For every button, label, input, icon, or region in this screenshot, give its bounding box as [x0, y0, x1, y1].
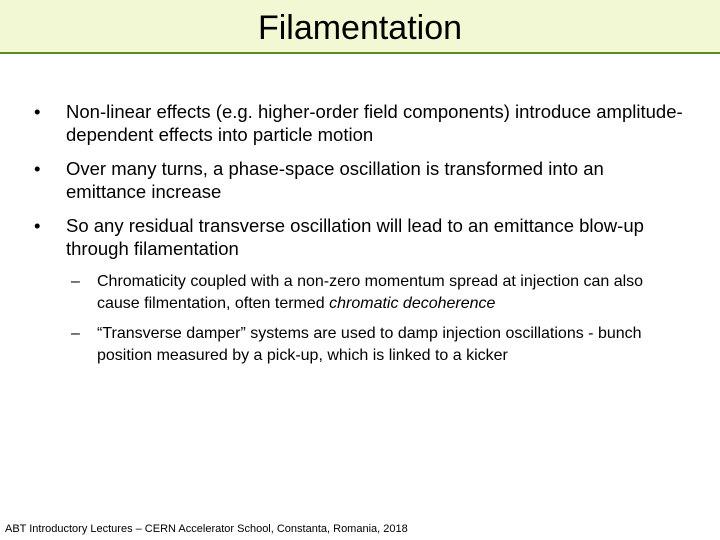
slide-footer: ABT Introductory Lectures – CERN Accelerator School, Constanta, Romania, 2018	[5, 523, 408, 535]
bullet-marker: •	[34, 215, 41, 236]
bullet-marker: •	[34, 101, 41, 122]
bullet-marker: •	[34, 158, 41, 179]
sub-bullet-text: Chromaticity coupled with a non-zero momentum spread at injection can also cause filmentation, often termed	[97, 273, 644, 312]
sub-bullet-2	[0, 323, 682, 366]
slide-body	[0, 100, 720, 375]
bullet-text: Over many turns, a phase-space oscillation is transformed into an emittance increase	[66, 158, 604, 202]
sub-bullet-text: “Transverse damper” systems are used to damp injection oscillations - bunch position measured by a pick-up, which is linked to a kicker	[97, 325, 642, 364]
slide-title: Filamentation	[257, 9, 463, 47]
title-bar	[0, 0, 720, 54]
sub-bullet-1	[0, 271, 682, 314]
sub-bullet-marker: –	[71, 273, 80, 290]
bullet-1	[0, 100, 686, 146]
bullet-2	[0, 157, 686, 203]
bullet-3	[0, 214, 686, 260]
sub-bullet-emphasis: chromatic decoherence	[329, 294, 496, 312]
bullet-text: Non-linear effects (e.g. higher-order field components) introduce amplitude-dependent effects into particle motion	[66, 101, 683, 145]
sub-bullet-marker: –	[71, 325, 80, 342]
bullet-text: So any residual transverse oscillation will lead to an emittance blow-up through filamentation	[66, 215, 644, 259]
